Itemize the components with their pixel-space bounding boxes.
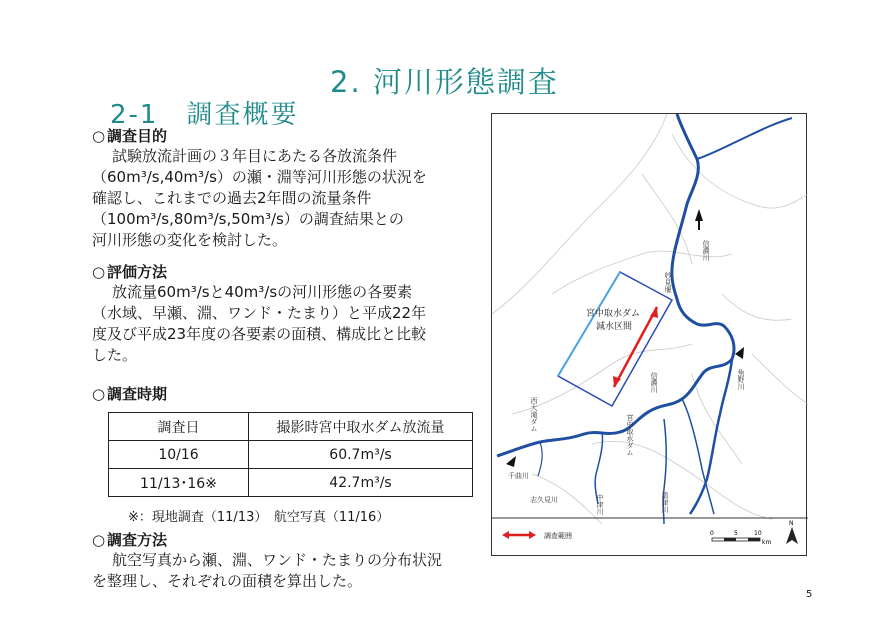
purpose-line: （60m³/s,40m³/s）の瀬・淵等河川形態の状況を bbox=[92, 168, 427, 186]
circle-bullet-icon: ○ bbox=[92, 531, 106, 549]
north-arrow-icon bbox=[786, 520, 798, 544]
river-label: 魚野川 bbox=[737, 369, 745, 390]
section-subtitle: 2-1 調査概要 bbox=[110, 100, 299, 130]
place-label: 志久見川 bbox=[530, 496, 558, 504]
river-map bbox=[491, 113, 807, 556]
evaluation-line: 度及び平成23年度の各要素の面積、構成比と比較 bbox=[92, 325, 427, 343]
method-line: を整理し、それぞれの面積を算出した。 bbox=[92, 572, 363, 590]
evaluation-section bbox=[92, 262, 492, 366]
north-label: N bbox=[789, 520, 794, 527]
zone-label-1: 宮中取水ダム bbox=[586, 309, 641, 319]
shikumi-river bbox=[538, 442, 542, 476]
purpose-heading: 調査目的 bbox=[107, 127, 168, 145]
place-label: 西大滝ダム bbox=[530, 397, 538, 432]
purpose-line: （100m³/s,80m³/s,50m³/s）の調査結果との bbox=[92, 210, 404, 228]
table-note: ※：現地調査（11/13） 航空写真（11/16） bbox=[128, 510, 390, 525]
method-line: 航空写真から瀬、淵、ワンド・たまりの分布状況 bbox=[112, 551, 443, 569]
scale-bar bbox=[710, 530, 771, 546]
table-header-cell: 撮影時宮中取水ダム放流量 bbox=[249, 413, 473, 441]
evaluation-heading: 評価方法 bbox=[107, 263, 168, 281]
river-map-svg bbox=[492, 114, 808, 557]
place-label: 妙見堰 bbox=[664, 272, 672, 293]
method-heading: 調査方法 bbox=[107, 531, 168, 549]
purpose-line: 河川形態の変化を検討した。 bbox=[92, 231, 288, 249]
table-cell: 10/16 bbox=[109, 441, 249, 469]
scale-unit: km bbox=[762, 539, 772, 546]
purpose-line: 確認し、これまでの過去2年間の流量条件 bbox=[92, 189, 372, 207]
circle-bullet-icon: ○ bbox=[92, 127, 106, 145]
page-title: 2. 河川形態調査 bbox=[330, 65, 559, 99]
purpose-section bbox=[92, 126, 492, 251]
evaluation-line: 放流量60m³/sと40m³/sの河川形態の各要素 bbox=[112, 283, 413, 301]
table-row bbox=[109, 469, 473, 497]
zone-label-2: 減水区間 bbox=[596, 322, 633, 332]
method-section bbox=[92, 530, 492, 592]
map-legend bbox=[502, 531, 572, 540]
scale-tick: 0 bbox=[710, 530, 714, 537]
river-label: 千曲川 bbox=[508, 472, 529, 480]
river-label: 中津川 bbox=[596, 494, 604, 515]
table-cell: 60.7m³/s bbox=[249, 441, 473, 469]
scale-tick: 10 bbox=[754, 530, 762, 537]
legend-label: 調査範囲 bbox=[544, 532, 572, 540]
circle-bullet-icon: ○ bbox=[92, 385, 106, 403]
table-cell: 11/13･16※ bbox=[109, 469, 249, 497]
place-label: 宮中取水ダム bbox=[626, 414, 634, 456]
period-heading: 調査時期 bbox=[107, 385, 168, 403]
evaluation-line: した。 bbox=[92, 346, 138, 364]
table-row bbox=[109, 441, 473, 469]
table-header-row bbox=[109, 413, 473, 441]
period-section bbox=[92, 384, 492, 404]
evaluation-line: （水域、早瀬、淵、ワンド・たまり）と平成22年 bbox=[92, 304, 427, 322]
table-header-cell: 調査日 bbox=[109, 413, 249, 441]
river-label: 信濃川 bbox=[650, 372, 658, 393]
river-label: 信濃川 bbox=[702, 240, 710, 261]
table-cell: 42.7m³/s bbox=[249, 469, 473, 497]
river-label: 清津川 bbox=[661, 492, 669, 513]
circle-bullet-icon: ○ bbox=[92, 263, 106, 281]
purpose-line: 試験放流計画の３年目にあたる各放流条件 bbox=[112, 147, 398, 165]
scale-tick: 5 bbox=[734, 530, 738, 537]
survey-table bbox=[108, 412, 473, 497]
upper-river bbox=[697, 118, 792, 159]
page-number: 5 bbox=[806, 589, 813, 600]
